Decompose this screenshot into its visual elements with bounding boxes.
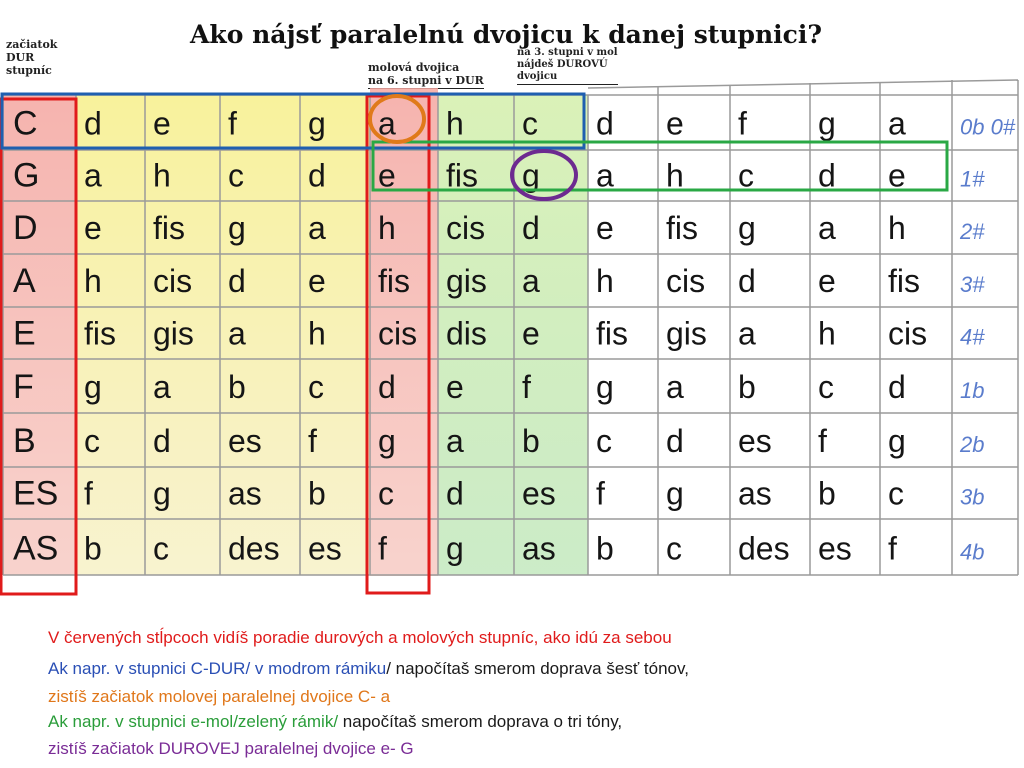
key-signature: 4# bbox=[960, 324, 985, 350]
scale-note: h bbox=[888, 210, 906, 247]
scale-note: es bbox=[228, 422, 262, 459]
scale-note: g bbox=[666, 475, 684, 512]
scale-note: g bbox=[308, 105, 326, 142]
scale-note: dis bbox=[446, 315, 487, 352]
scale-note: cis bbox=[446, 210, 486, 247]
scale-start-note: G bbox=[13, 156, 40, 195]
scale-note: fis bbox=[153, 210, 185, 247]
scale-note: a bbox=[666, 368, 684, 405]
scale-note: c bbox=[308, 368, 324, 405]
scale-note: fis bbox=[666, 210, 698, 247]
scale-note: a bbox=[84, 157, 102, 194]
scale-note: e bbox=[818, 263, 836, 300]
scale-note: d bbox=[596, 105, 614, 142]
scale-note: h bbox=[446, 105, 464, 142]
key-signature: 1# bbox=[960, 166, 985, 192]
scale-note: a bbox=[818, 210, 836, 247]
scale-note: f bbox=[818, 422, 827, 459]
scale-note: g bbox=[522, 157, 540, 194]
scale-note: as bbox=[228, 475, 262, 512]
scale-note: e bbox=[84, 210, 102, 247]
scale-note: e bbox=[378, 157, 396, 194]
note-major-pair: na 3. stupni v mol nájdeš DUROVÚ dvojicu bbox=[517, 47, 618, 83]
scale-note: fis bbox=[378, 263, 410, 300]
scale-note: cis bbox=[378, 315, 418, 352]
scale-start-note: A bbox=[13, 262, 36, 301]
scale-note: h bbox=[378, 210, 396, 247]
scale-note: g bbox=[378, 422, 396, 459]
scale-note: d bbox=[153, 422, 171, 459]
scale-note: f bbox=[738, 105, 747, 142]
scale-note: c bbox=[378, 475, 394, 512]
scale-note: h bbox=[153, 157, 171, 194]
scale-note: f bbox=[522, 368, 531, 405]
scale-note: e bbox=[666, 105, 684, 142]
scale-start-note: F bbox=[13, 367, 34, 406]
scale-note: b bbox=[738, 368, 756, 405]
scale-note: e bbox=[888, 157, 906, 194]
scale-note: d bbox=[378, 368, 396, 405]
scale-note: a bbox=[308, 210, 326, 247]
explanation-line-1: V červených stĺpcoch vidíš poradie durových a molových stupníc, ako idú za sebou bbox=[48, 628, 672, 647]
explanation-line-5: zistíš začiatok DUROVEJ paralelnej dvojice e- G bbox=[48, 739, 414, 758]
scale-note: b bbox=[228, 368, 246, 405]
scale-note: a bbox=[228, 315, 246, 352]
explanation-line-4: Ak napr. v stupnici e-mol/zelený rámik/ napočítaš smerom doprava o tri tóny, bbox=[48, 712, 623, 731]
scale-note: cis bbox=[888, 315, 928, 352]
scale-note: d bbox=[738, 263, 756, 300]
scale-note: h bbox=[308, 315, 326, 352]
scale-note: b bbox=[596, 530, 614, 567]
scale-note: d bbox=[666, 422, 684, 459]
scale-note: h bbox=[818, 315, 836, 352]
scale-note: des bbox=[738, 530, 790, 567]
scale-note: g bbox=[446, 530, 464, 567]
scale-note: c bbox=[738, 157, 754, 194]
scale-note: c bbox=[228, 157, 244, 194]
scale-start-note: D bbox=[13, 209, 38, 248]
scale-note: a bbox=[446, 422, 464, 459]
key-signature: 2# bbox=[960, 219, 985, 245]
scale-note: a bbox=[522, 263, 540, 300]
scale-note: h bbox=[666, 157, 684, 194]
scale-note: b bbox=[522, 422, 540, 459]
note-minor-pair: molová dvojica na 6. stupni v DUR bbox=[368, 61, 484, 87]
scale-note: e bbox=[596, 210, 614, 247]
scale-note: g bbox=[84, 368, 102, 405]
scale-note: des bbox=[228, 530, 280, 567]
scale-note: f bbox=[596, 475, 605, 512]
scale-note: fis bbox=[446, 157, 478, 194]
explanation-line-2: Ak napr. v stupnici C-DUR/ v modrom rámiku/ napočítaš smerom doprava šesť tónov, bbox=[48, 659, 689, 678]
scale-note: g bbox=[888, 422, 906, 459]
note-start-major: začiatok DUR stupníc bbox=[6, 38, 58, 77]
scale-start-note: AS bbox=[13, 529, 59, 568]
key-signature: 3b bbox=[960, 484, 985, 510]
scale-note: f bbox=[228, 105, 237, 142]
scale-note: d bbox=[522, 210, 540, 247]
scale-note: es bbox=[308, 530, 342, 567]
scale-note: es bbox=[522, 475, 556, 512]
grid-line bbox=[588, 80, 1018, 88]
key-signature: 4b bbox=[960, 539, 985, 565]
scale-note: a bbox=[378, 105, 396, 142]
scale-note: h bbox=[84, 263, 102, 300]
scale-note: g bbox=[818, 105, 836, 142]
scale-note: es bbox=[738, 422, 772, 459]
scale-note: d bbox=[446, 475, 464, 512]
scale-note: c bbox=[818, 368, 834, 405]
explanation-line-3: zistíš začiatok molovej paralelnej dvojice C- a bbox=[48, 687, 391, 706]
scale-note: c bbox=[522, 105, 538, 142]
scale-note: b bbox=[308, 475, 326, 512]
scale-note: fis bbox=[596, 315, 628, 352]
scale-note: c bbox=[666, 530, 682, 567]
scale-note: h bbox=[596, 263, 614, 300]
scale-note: cis bbox=[153, 263, 193, 300]
scale-note: d bbox=[228, 263, 246, 300]
scale-note: a bbox=[596, 157, 614, 194]
major-scale-tint bbox=[76, 95, 370, 575]
scale-start-note: ES bbox=[13, 474, 59, 513]
key-signature: 0b 0# bbox=[960, 114, 1016, 140]
scale-note: gis bbox=[446, 263, 487, 300]
scale-note: c bbox=[153, 530, 169, 567]
scale-note: es bbox=[818, 530, 852, 567]
scale-note: f bbox=[84, 475, 93, 512]
scale-note: e bbox=[153, 105, 171, 142]
key-signature: 1b bbox=[960, 377, 985, 403]
scale-note: a bbox=[738, 315, 756, 352]
scale-start-note: C bbox=[13, 104, 38, 143]
scale-note: a bbox=[888, 105, 906, 142]
scale-note: a bbox=[153, 368, 171, 405]
scale-note: as bbox=[738, 475, 772, 512]
key-signature: 2b bbox=[960, 431, 985, 457]
scale-note: b bbox=[84, 530, 102, 567]
scale-note: as bbox=[522, 530, 556, 567]
scale-note: gis bbox=[153, 315, 194, 352]
scale-note: c bbox=[888, 475, 904, 512]
scale-note: c bbox=[84, 422, 100, 459]
page-title: Ako nájsť paralelnú dvojicu k danej stupnici? bbox=[190, 20, 823, 49]
scale-note: fis bbox=[888, 263, 920, 300]
scale-note: c bbox=[596, 422, 612, 459]
scale-note: b bbox=[818, 475, 836, 512]
scale-start-note: E bbox=[13, 314, 36, 353]
scale-note: g bbox=[228, 210, 246, 247]
scale-note: gis bbox=[666, 315, 707, 352]
scale-note: d bbox=[818, 157, 836, 194]
scale-start-note: B bbox=[13, 421, 36, 460]
scale-note: g bbox=[596, 368, 614, 405]
scale-note: d bbox=[308, 157, 326, 194]
scale-note: g bbox=[153, 475, 171, 512]
scale-note: e bbox=[522, 315, 540, 352]
scale-note: e bbox=[308, 263, 326, 300]
scale-note: d bbox=[888, 368, 906, 405]
scale-note: f bbox=[308, 422, 317, 459]
scale-note: f bbox=[378, 530, 387, 567]
scale-note: g bbox=[738, 210, 756, 247]
key-signature: 3# bbox=[960, 272, 985, 298]
scale-note: d bbox=[84, 105, 102, 142]
scale-note: f bbox=[888, 530, 897, 567]
scale-note: e bbox=[446, 368, 464, 405]
scale-note: fis bbox=[84, 315, 116, 352]
scale-note: cis bbox=[666, 263, 706, 300]
